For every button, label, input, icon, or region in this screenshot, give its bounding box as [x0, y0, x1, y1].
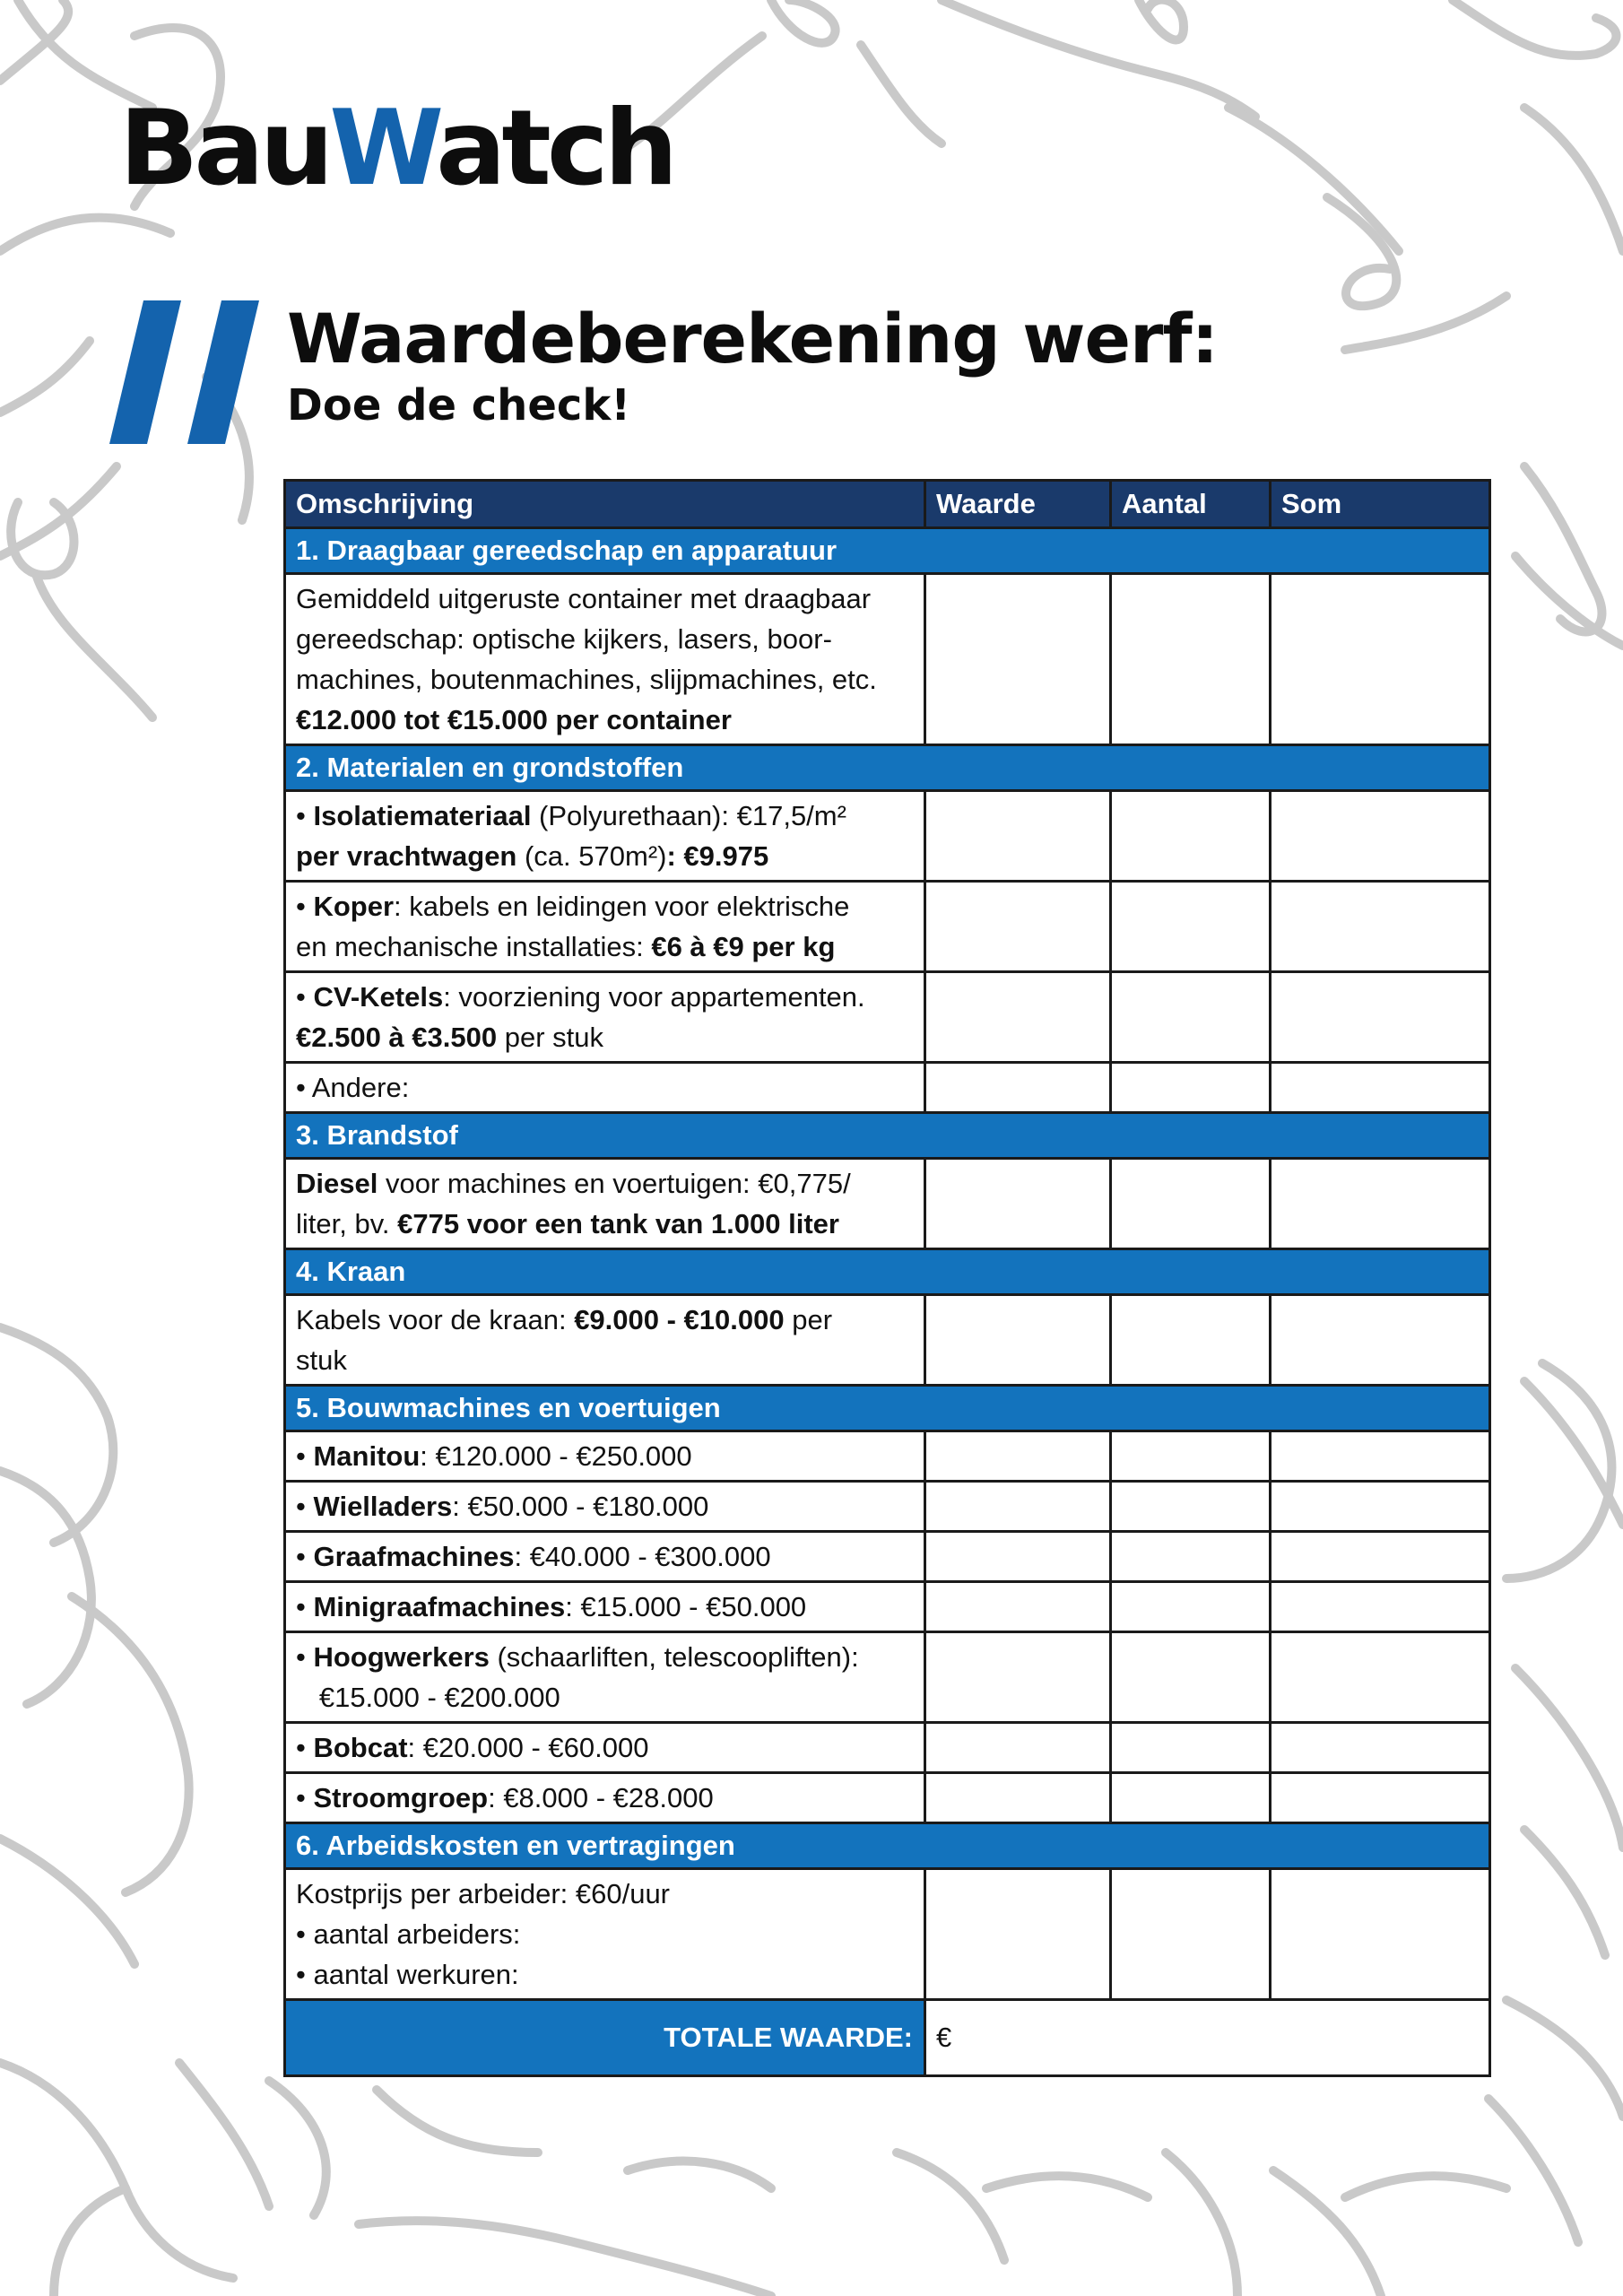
column-header-aantal: Aantal: [1111, 481, 1271, 528]
waarde-cell[interactable]: [925, 1431, 1111, 1482]
section-title: 1. Draagbaar gereedschap en apparatuur: [285, 528, 1490, 574]
description-line: [296, 1778, 914, 1818]
item-description: [285, 1632, 925, 1723]
text: • Andere:: [296, 1072, 410, 1103]
bold-text: Minigraafmachines: [313, 1591, 566, 1622]
som-cell[interactable]: [1271, 1869, 1490, 2000]
item-description: [285, 1773, 925, 1823]
description-line: [296, 886, 914, 926]
item-description: [285, 882, 925, 972]
table-row: [285, 1582, 1490, 1632]
description-line: [296, 1677, 914, 1718]
table-row: [285, 1773, 1490, 1823]
aantal-cell[interactable]: [1111, 574, 1271, 745]
text: •: [296, 1591, 314, 1622]
aantal-cell[interactable]: [1111, 791, 1271, 882]
item-description: [285, 1582, 925, 1632]
description-line: [296, 1914, 914, 1954]
section-title: 3. Brandstof: [285, 1113, 1490, 1159]
som-cell[interactable]: [1271, 574, 1490, 745]
item-description: [285, 1723, 925, 1773]
description-line: [296, 1300, 914, 1340]
description-line: [296, 1436, 914, 1476]
description-line: [296, 926, 914, 967]
text: •: [296, 1732, 314, 1763]
bold-text: : €9.975: [666, 840, 769, 872]
section-header-row: [285, 1113, 1490, 1159]
aantal-cell[interactable]: [1111, 1632, 1271, 1723]
aantal-cell[interactable]: [1111, 1532, 1271, 1582]
waarde-cell[interactable]: [925, 791, 1111, 882]
text: •: [296, 1491, 314, 1522]
bold-text: Bobcat: [313, 1732, 408, 1763]
column-header-som: Som: [1271, 481, 1490, 528]
table-row: [285, 1431, 1490, 1482]
text: stuk: [296, 1344, 347, 1376]
som-cell[interactable]: [1271, 1482, 1490, 1532]
text: •: [296, 1641, 314, 1673]
aantal-cell[interactable]: [1111, 1159, 1271, 1249]
page-title: Waardeberekening werf:: [287, 299, 1218, 378]
aantal-cell[interactable]: [1111, 1869, 1271, 2000]
logo-suffix: atch: [436, 88, 674, 209]
description-line: [296, 977, 914, 1017]
text: : €15.000 - €50.000: [565, 1591, 807, 1622]
description-line: [296, 1486, 914, 1526]
waarde-cell[interactable]: [925, 574, 1111, 745]
item-description: [285, 1869, 925, 2000]
column-header-waarde: Waarde: [925, 481, 1111, 528]
waarde-cell[interactable]: [925, 1532, 1111, 1582]
waarde-cell[interactable]: [925, 1063, 1111, 1113]
column-header-omschrijving: Omschrijving: [285, 481, 925, 528]
waarde-cell[interactable]: [925, 1723, 1111, 1773]
aantal-cell[interactable]: [1111, 1431, 1271, 1482]
waarde-cell[interactable]: [925, 1773, 1111, 1823]
logo-prefix: Bau: [119, 88, 330, 209]
text: per: [784, 1304, 833, 1335]
waarde-cell[interactable]: [925, 1295, 1111, 1386]
bold-text: Wielladers: [313, 1491, 453, 1522]
table-row: [285, 1632, 1490, 1723]
aantal-cell[interactable]: [1111, 1582, 1271, 1632]
item-description: [285, 1532, 925, 1582]
table-row: [285, 1482, 1490, 1532]
description-line: [296, 1163, 914, 1204]
description-line: [296, 1067, 914, 1108]
waarde-cell[interactable]: [925, 1482, 1111, 1532]
section-header-row: [285, 1249, 1490, 1295]
total-label: TOTALE WAARDE:: [285, 2000, 925, 2076]
waarde-cell[interactable]: [925, 1632, 1111, 1723]
description-line: [296, 700, 914, 740]
total-value-field[interactable]: €: [925, 2000, 1490, 2076]
text: •: [296, 981, 314, 1013]
text: machines, boutenmachines, slijpmachines, etc.: [296, 664, 877, 695]
aantal-cell[interactable]: [1111, 1482, 1271, 1532]
description-line: [296, 1340, 914, 1380]
som-cell[interactable]: [1271, 1632, 1490, 1723]
table-row: [285, 1869, 1490, 2000]
table-row: [285, 1159, 1490, 1249]
som-cell[interactable]: [1271, 1431, 1490, 1482]
section-title: 2. Materialen en grondstoffen: [285, 745, 1490, 791]
description-line: [296, 1727, 914, 1768]
section-title: 4. Kraan: [285, 1249, 1490, 1295]
text: •: [296, 800, 314, 831]
aantal-cell[interactable]: [1111, 882, 1271, 972]
double-slash-decoration: [109, 296, 271, 448]
section-header-row: [285, 745, 1490, 791]
description-line: [296, 659, 914, 700]
bold-text: €6 à €9 per kg: [651, 931, 836, 962]
text: • aantal werkuren:: [296, 1959, 519, 1990]
description-line: [296, 836, 914, 876]
text: €15.000 - €200.000: [296, 1682, 560, 1713]
text: • aantal arbeiders:: [296, 1918, 521, 1950]
som-cell[interactable]: [1271, 1723, 1490, 1773]
text: gereedschap: optische kijkers, lasers, boor-: [296, 623, 832, 655]
som-cell[interactable]: [1271, 882, 1490, 972]
bold-text: €2.500 à €3.500: [296, 1022, 498, 1053]
waarde-cell[interactable]: [925, 882, 1111, 972]
som-cell[interactable]: [1271, 1063, 1490, 1113]
text: (ca. 570m²): [516, 840, 667, 872]
description-line: [296, 1204, 914, 1244]
item-description: [285, 574, 925, 745]
som-cell[interactable]: [1271, 791, 1490, 882]
table-row: [285, 882, 1490, 972]
text: : €50.000 - €180.000: [452, 1491, 709, 1522]
som-cell[interactable]: [1271, 1159, 1490, 1249]
text: : €20.000 - €60.000: [407, 1732, 649, 1763]
table-row: [285, 1295, 1490, 1386]
aantal-cell[interactable]: [1111, 1773, 1271, 1823]
item-description: [285, 1482, 925, 1532]
text: (schaarliften, telescoopliften):: [489, 1641, 859, 1673]
description-line: [296, 578, 914, 619]
aantal-cell[interactable]: [1111, 1063, 1271, 1113]
item-description: [285, 972, 925, 1063]
aantal-cell[interactable]: [1111, 1723, 1271, 1773]
table-row: [285, 972, 1490, 1063]
text: •: [296, 1541, 314, 1572]
description-line: [296, 1637, 914, 1677]
description-line: [296, 1874, 914, 1914]
text: •: [296, 1440, 314, 1472]
bold-text: €775 voor een tank van 1.000 liter: [397, 1208, 839, 1239]
section-header-row: [285, 528, 1490, 574]
text: : €8.000 - €28.000: [488, 1782, 714, 1813]
section-header-row: [285, 1386, 1490, 1431]
bold-text: Isolatiemateriaal: [313, 800, 532, 831]
bold-text: Stroomgroep: [313, 1782, 489, 1813]
bauwatch-logo: [119, 88, 674, 209]
table-row: [285, 1063, 1490, 1113]
table-row: [285, 791, 1490, 882]
bold-text: Diesel: [296, 1168, 378, 1199]
text: : €40.000 - €300.000: [514, 1541, 771, 1572]
bold-text: per vrachtwagen: [296, 840, 517, 872]
waarde-cell[interactable]: [925, 1159, 1111, 1249]
som-cell[interactable]: [1271, 1295, 1490, 1386]
item-description: [285, 1159, 925, 1249]
section-header-row: [285, 1823, 1490, 1869]
aantal-cell[interactable]: [1111, 972, 1271, 1063]
section-title: 5. Bouwmachines en voertuigen: [285, 1386, 1490, 1431]
som-cell[interactable]: [1271, 972, 1490, 1063]
description-line: [296, 1017, 914, 1057]
text: en mechanische installaties:: [296, 931, 652, 962]
waarde-cell[interactable]: [925, 1869, 1111, 2000]
table-row: [285, 574, 1490, 745]
logo-accent-w: W: [329, 88, 437, 209]
text: Kabels voor de kraan:: [296, 1304, 575, 1335]
text: (Polyurethaan): €17,5/m²: [531, 800, 846, 831]
description-line: [296, 796, 914, 836]
waarde-cell[interactable]: [925, 972, 1111, 1063]
description-line: [296, 619, 914, 659]
text: •: [296, 891, 314, 922]
description-line: [296, 1954, 914, 1995]
total-row: [285, 2000, 1490, 2076]
item-description: [285, 791, 925, 882]
waarde-cell[interactable]: [925, 1582, 1111, 1632]
som-cell[interactable]: [1271, 1773, 1490, 1823]
value-calculation-table: [283, 479, 1491, 2077]
text: : voorziening voor appartementen.: [443, 981, 865, 1013]
text: voor machines en voertuigen: €0,775/: [378, 1168, 851, 1199]
text: liter, bv.: [296, 1208, 398, 1239]
bold-text: Manitou: [313, 1440, 421, 1472]
text: •: [296, 1782, 314, 1813]
table-header-row: [285, 481, 1490, 528]
item-description: [285, 1063, 925, 1113]
som-cell[interactable]: [1271, 1582, 1490, 1632]
text: per stuk: [497, 1022, 603, 1053]
text: Kostprijs per arbeider: €60/uur: [296, 1878, 671, 1909]
aantal-cell[interactable]: [1111, 1295, 1271, 1386]
bold-text: €9.000 - €10.000: [574, 1304, 785, 1335]
table-row: [285, 1723, 1490, 1773]
bold-text: Hoogwerkers: [313, 1641, 490, 1673]
som-cell[interactable]: [1271, 1532, 1490, 1582]
item-description: [285, 1431, 925, 1482]
bold-text: Koper: [313, 891, 395, 922]
description-line: [296, 1536, 914, 1577]
table-row: [285, 1532, 1490, 1582]
description-line: [296, 1587, 914, 1627]
page-subtitle: Doe de check!: [287, 380, 631, 430]
section-title: 6. Arbeidskosten en vertragingen: [285, 1823, 1490, 1869]
text: Gemiddeld uitgeruste container met draagbaar: [296, 583, 872, 614]
bold-text: CV-Ketels: [313, 981, 444, 1013]
text: : €120.000 - €250.000: [420, 1440, 692, 1472]
item-description: [285, 1295, 925, 1386]
text: : kabels en leidingen voor elektrische: [394, 891, 850, 922]
bold-text: Graafmachines: [313, 1541, 515, 1572]
bold-text: €12.000 tot €15.000 per container: [296, 704, 732, 735]
